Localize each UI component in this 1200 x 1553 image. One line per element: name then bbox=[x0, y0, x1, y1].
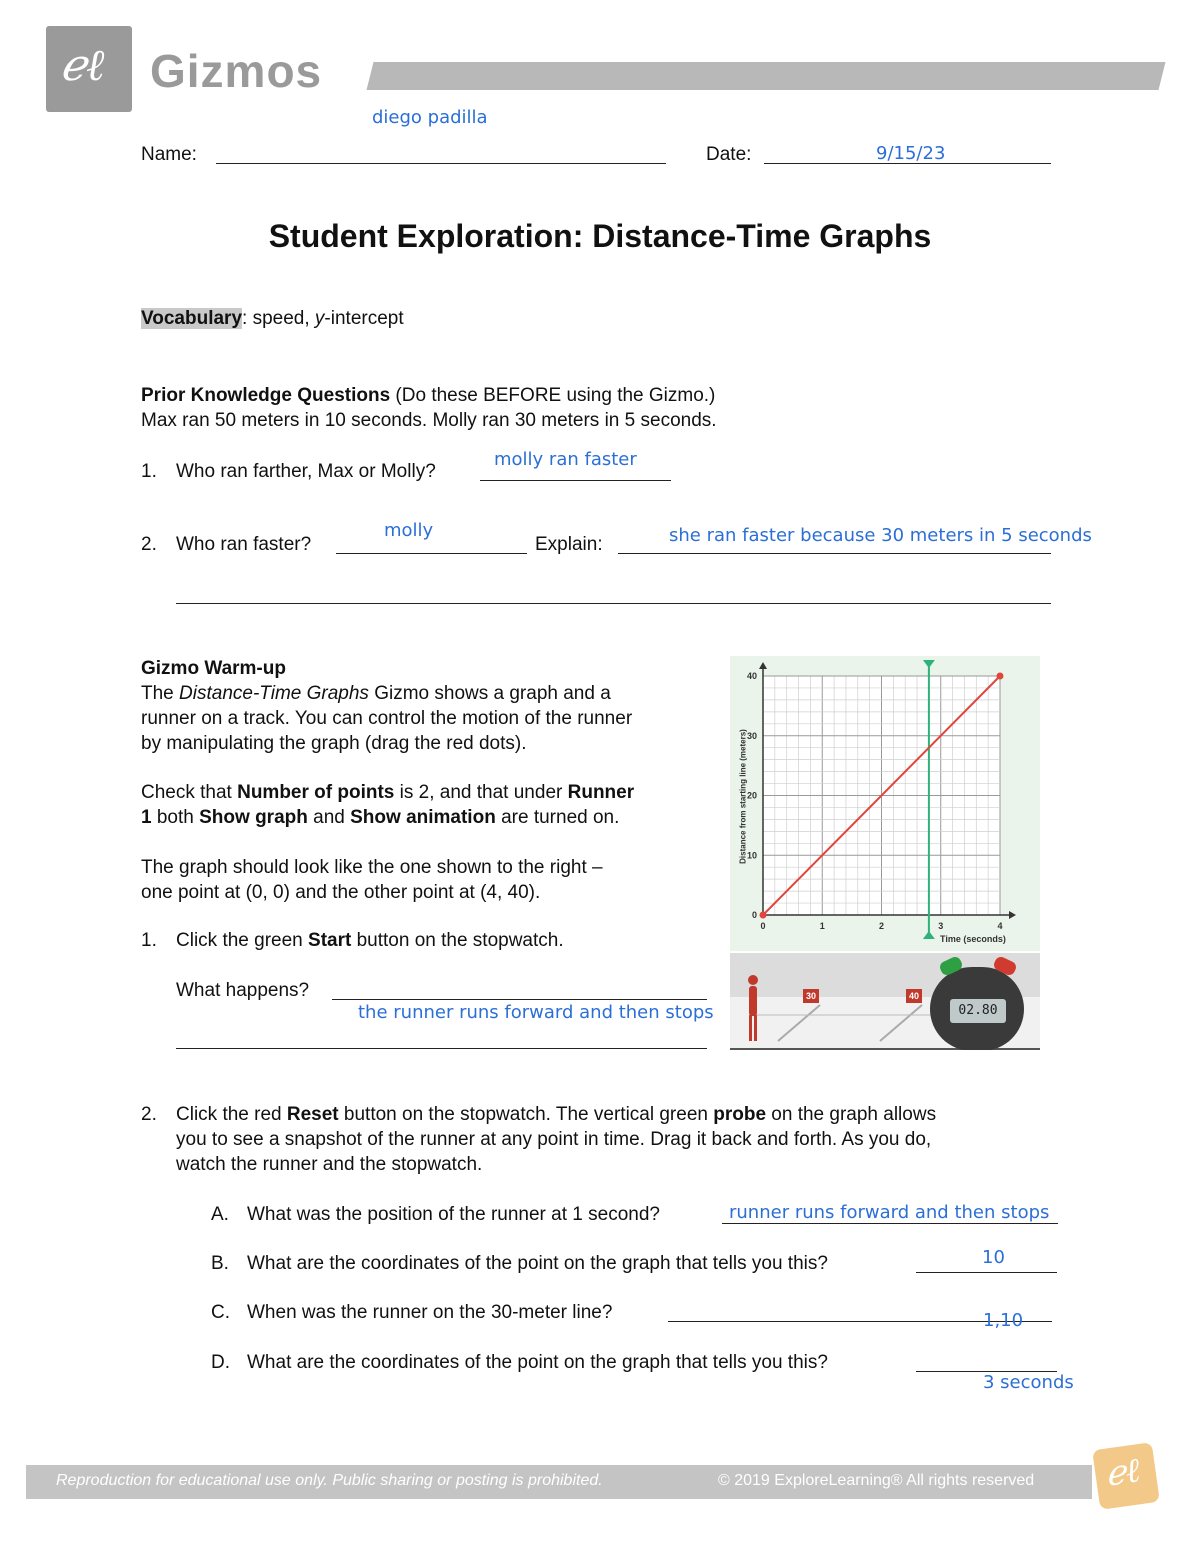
warmup-q1-what: What happens? bbox=[176, 980, 310, 1001]
warmup-p2-b3: 1 bbox=[141, 807, 152, 828]
warmup-p2-a: Check that bbox=[141, 782, 238, 803]
y-tick-label: 30 bbox=[746, 730, 757, 741]
footer-logo bbox=[1092, 1442, 1160, 1510]
qB-line bbox=[916, 1272, 1057, 1273]
vocab-y: y bbox=[314, 308, 325, 329]
probe-handle-top bbox=[923, 660, 935, 668]
qA-answer: runner runs forward and then stops bbox=[729, 1202, 1050, 1223]
warmup-q1-line1 bbox=[332, 999, 707, 1000]
warmup-q1-a: Click the green bbox=[176, 930, 309, 951]
prior-q1-answer: molly ran faster bbox=[494, 449, 637, 470]
date-answer: 9/15/23 bbox=[876, 143, 946, 164]
warmup-p1-line3: by manipulating the graph (drag the red dots). bbox=[141, 733, 527, 754]
qC-text: When was the runner on the 30-meter line? bbox=[247, 1302, 613, 1323]
prior-q2-extra-line bbox=[176, 603, 1051, 604]
vocab-label: Vocabulary bbox=[141, 308, 243, 329]
qD-answer: 3 seconds bbox=[983, 1372, 1074, 1393]
stopwatch-display: 02.80 bbox=[950, 999, 1006, 1023]
warmup-p1-b: Gizmo shows a graph and a bbox=[368, 683, 611, 704]
warmup-heading-bold: Gizmo Warm-up bbox=[141, 658, 286, 679]
prior-q2-text: Who ran faster? bbox=[176, 534, 312, 555]
y-tick-label: 20 bbox=[746, 790, 757, 801]
vocab-text: : speed, bbox=[242, 308, 315, 329]
warmup-p1-line2: runner on a track. You can control the motion of the runner bbox=[141, 708, 633, 729]
qD-text: What are the coordinates of the point on the graph that tells you this? bbox=[247, 1352, 828, 1373]
graph-ylabel: Distance from starting line (meters) bbox=[738, 729, 748, 864]
prior-q2-num: 2. bbox=[141, 534, 157, 555]
y-tick-label: 10 bbox=[746, 850, 757, 861]
date-label: Date: bbox=[706, 144, 752, 165]
qA-text: What was the position of the runner at 1 second? bbox=[247, 1204, 660, 1225]
prior-q2-answer: molly bbox=[384, 520, 434, 541]
prior-q2-line bbox=[336, 553, 527, 554]
x-tick-label: 1 bbox=[819, 921, 825, 931]
stopwatch bbox=[930, 967, 1024, 1050]
warmup-q2-d: probe bbox=[713, 1104, 767, 1125]
warmup-heading bbox=[141, 658, 286, 680]
warmup-q2-line1 bbox=[176, 1104, 936, 1126]
warmup-q2-e: on the graph allows bbox=[766, 1104, 937, 1125]
y-axis-arrow bbox=[759, 662, 767, 669]
prior-heading bbox=[141, 385, 715, 407]
warmup-q1-c: button on the stopwatch. bbox=[351, 930, 564, 951]
warmup-p2-b4: Show graph bbox=[199, 807, 308, 828]
draggable-point bbox=[997, 673, 1004, 680]
warmup-p1-line1 bbox=[141, 683, 611, 705]
x-axis-arrow bbox=[1009, 911, 1016, 919]
warmup-p2-e: and bbox=[307, 807, 351, 828]
prior-q1-text: Who ran farther, Max or Molly? bbox=[176, 461, 436, 482]
warmup-p2-f: are turned on. bbox=[495, 807, 620, 828]
name-answer: diego padilla bbox=[372, 107, 488, 128]
x-tick-label: 2 bbox=[878, 921, 885, 931]
prior-q1-num: 1. bbox=[141, 461, 157, 482]
warmup-p2-line2 bbox=[141, 807, 619, 829]
y-tick-label: 0 bbox=[751, 910, 757, 920]
warmup-p2-b5: Show animation bbox=[350, 807, 496, 828]
qC-letter: C. bbox=[211, 1302, 230, 1323]
warmup-q1-line2 bbox=[176, 1048, 707, 1049]
warmup-p2-d: both bbox=[151, 807, 200, 828]
qB-answer: 10 bbox=[982, 1247, 1005, 1268]
footer-logo-glyph: ℯℓ bbox=[1102, 1450, 1143, 1495]
warmup-q2-c: button on the stopwatch. The vertical green bbox=[338, 1104, 714, 1125]
prior-q2-explain-answer: she ran faster because 30 meters in 5 seconds bbox=[669, 525, 1092, 546]
qB-text: What are the coordinates of the point on the graph that tells you this? bbox=[247, 1253, 828, 1274]
prior-intro: Max ran 50 meters in 10 seconds. Molly ran 30 meters in 5 seconds. bbox=[141, 410, 717, 431]
warmup-q2-line3: watch the runner and the stopwatch. bbox=[176, 1154, 483, 1175]
warmup-p1-a: The bbox=[141, 683, 180, 704]
header-bar bbox=[367, 62, 1166, 90]
warmup-q1-b: Start bbox=[308, 930, 352, 951]
brand-name: Gizmos bbox=[150, 45, 323, 97]
distance-time-graph bbox=[730, 656, 1040, 951]
prior-q2-explain-line bbox=[618, 553, 1051, 554]
y-tick-label: 40 bbox=[746, 671, 757, 681]
name-label: Name: bbox=[141, 144, 197, 165]
logo-glyph: ℯℓ bbox=[60, 40, 105, 91]
x-tick-label: 3 bbox=[938, 921, 944, 931]
graph-xlabel: Time (seconds) bbox=[940, 934, 1006, 944]
warmup-p3-line2: one point at (0, 0) and the other point at (4, 40). bbox=[141, 882, 541, 903]
vocab-rest: -intercept bbox=[324, 308, 404, 329]
probe-handle-bottom bbox=[923, 931, 935, 939]
qC-answer: 1,10 bbox=[983, 1310, 1024, 1331]
prior-heading-bold: Prior Knowledge Questions bbox=[141, 385, 391, 406]
warmup-p2-b1: Number of points bbox=[237, 782, 395, 803]
footer-right: © 2019 ExploreLearning® All rights reserved bbox=[718, 1472, 1035, 1489]
warmup-q2-b: Reset bbox=[286, 1104, 339, 1125]
qB-letter: B. bbox=[211, 1253, 229, 1274]
warmup-p2-line1 bbox=[141, 782, 634, 804]
runner-figure[interactable] bbox=[744, 975, 762, 1043]
x-tick-label: 0 bbox=[760, 921, 766, 931]
gizmos-logo bbox=[46, 26, 132, 112]
name-line bbox=[216, 163, 666, 164]
gizmo-animation-panel bbox=[730, 953, 1040, 1050]
vocabulary bbox=[141, 308, 404, 330]
footer-left: Reproduction for educational use only. Public sharing or posting is prohibited. bbox=[56, 1472, 603, 1489]
warmup-q1-num: 1. bbox=[141, 930, 157, 951]
warmup-p2-c: is 2, and that under bbox=[394, 782, 568, 803]
warmup-q2-num: 2. bbox=[141, 1104, 157, 1125]
warmup-p1-italic: Distance-Time Graphs bbox=[179, 683, 369, 704]
marker-40: 40 bbox=[906, 989, 922, 1003]
prior-q2-explain-label: Explain: bbox=[535, 534, 603, 555]
page-title: Student Exploration: Distance-Time Graphs bbox=[268, 218, 932, 254]
prior-heading-note: (Do these BEFORE using the Gizmo.) bbox=[390, 385, 716, 406]
warmup-p3-line1: The graph should look like the one shown to the right – bbox=[141, 857, 603, 878]
prior-q1-line bbox=[480, 480, 671, 481]
warmup-q2-a: Click the red bbox=[176, 1104, 287, 1125]
x-tick-label: 4 bbox=[997, 921, 1003, 931]
qA-letter: A. bbox=[211, 1204, 229, 1225]
warmup-q2-line2: you to see a snapshot of the runner at any point in time. Drag it back and forth. As you do, bbox=[176, 1129, 932, 1150]
warmup-q1-text bbox=[176, 930, 564, 952]
draggable-point bbox=[760, 912, 767, 919]
warmup-q1-answer: the runner runs forward and then stops bbox=[358, 1002, 714, 1023]
marker-30: 30 bbox=[803, 989, 819, 1003]
qD-letter: D. bbox=[211, 1352, 230, 1373]
warmup-p2-b2: Runner bbox=[567, 782, 635, 803]
gizmo-graph-panel bbox=[730, 656, 1040, 951]
